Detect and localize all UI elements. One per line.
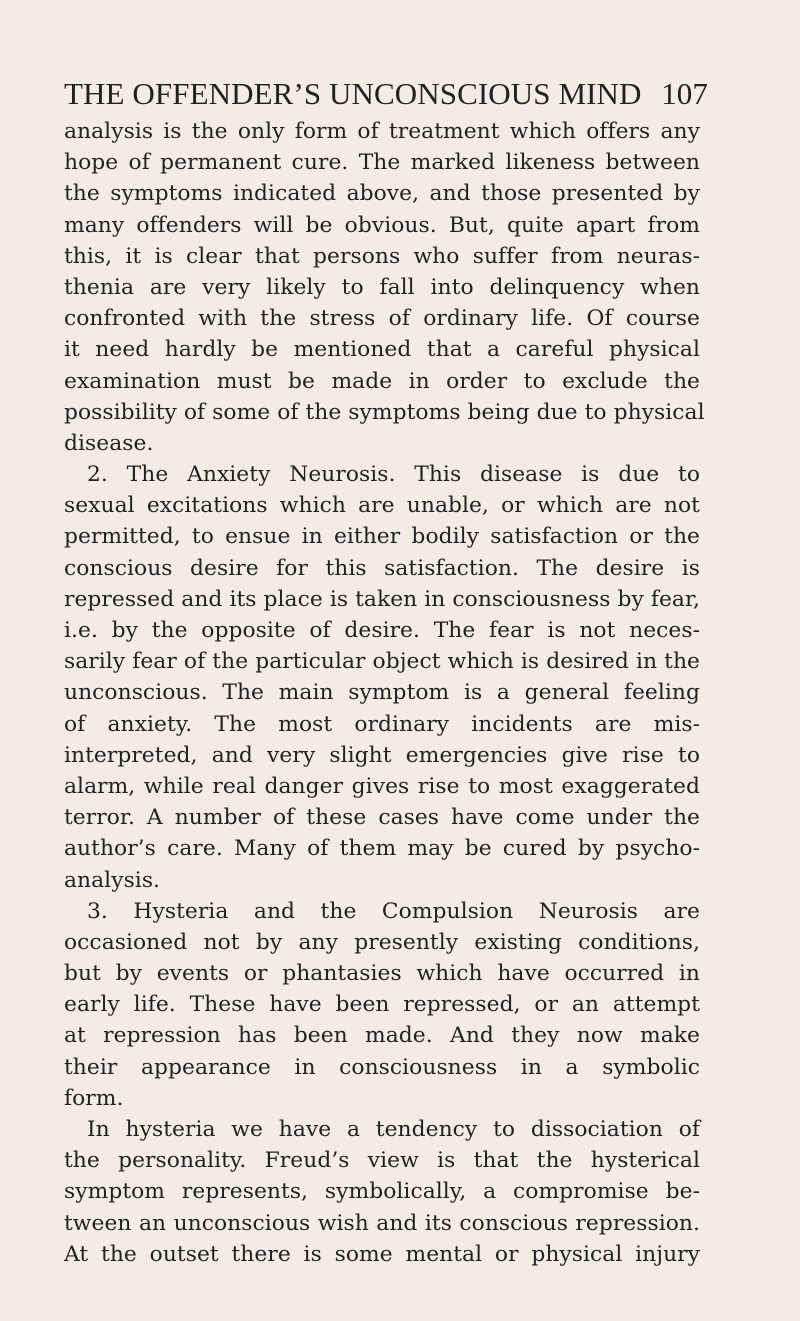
text-line: thenia are very likely to fall into delinquency when xyxy=(64,274,700,300)
text-line: examination must be made in order to exclude the xyxy=(64,368,700,394)
text-line: author’s care. Many of them may be cured by psycho- xyxy=(64,836,700,862)
text-line: sexual excitations which are unable, or which are not xyxy=(64,493,700,519)
body-text xyxy=(64,116,705,1270)
text-line: but by events or phantasies which have occurred in xyxy=(64,961,700,987)
text-line: i.e. by the opposite of desire. The fear is not neces- xyxy=(64,618,700,643)
text-line: tween an unconscious wish and its conscious repression. xyxy=(64,1210,700,1236)
running-head xyxy=(0,76,800,112)
text-line: the personality. Freud’s view is that the hysterical xyxy=(64,1148,700,1174)
page-number: 107 xyxy=(661,76,708,111)
text-line: many offenders will be obvious. But, quite apart from xyxy=(64,212,700,238)
text-line: this, it is clear that persons who suffer from neuras- xyxy=(64,243,700,269)
text-line: unconscious. The main symptom is a general feeling xyxy=(64,680,700,706)
text-line: analysis is the only form of treatment which offers any xyxy=(64,119,700,144)
text-line: conscious desire for this satisfaction. The desire is xyxy=(64,555,700,581)
text-line: occasioned not by any presently existing conditions, xyxy=(64,929,700,955)
text-line: confronted with the stress of ordinary life. Of course xyxy=(64,306,700,332)
text-line: terror. A number of these cases have come under the xyxy=(64,805,700,831)
text-line: at repression has been made. And they now make xyxy=(64,1023,700,1049)
text-line: symptom represents, symbolically, a compromise be- xyxy=(64,1179,700,1205)
paragraph-heading-line: 2. The Anxiety Neurosis. This disease is due to xyxy=(87,462,700,488)
text-line: alarm, while real danger gives rise to most exaggerated xyxy=(64,773,700,799)
paragraph-start-line: In hysteria we have a tendency to dissociation of xyxy=(87,1117,700,1142)
text-line: disease. xyxy=(64,430,154,456)
text-line: the symptoms indicated above, and those presented by xyxy=(64,181,700,207)
text-line: At the outset there is some mental or physical injury xyxy=(64,1241,700,1267)
text-line: early life. These have been repressed, or an attempt xyxy=(64,992,700,1018)
running-title: THE OFFENDER’S UNCONSCIOUS MIND xyxy=(64,76,642,111)
text-line: repressed and its place is taken in consciousness by fear, xyxy=(64,586,700,612)
paragraph-heading-line: 3. Hysteria and the Compulsion Neurosis are xyxy=(87,898,700,924)
text-line: form. xyxy=(64,1085,124,1111)
text-line: possibility of some of the symptoms being due to physical xyxy=(64,399,705,425)
text-line: it need hardly be mentioned that a careful physical xyxy=(64,337,700,363)
text-line: permitted, to ensue in either bodily satisfaction or the xyxy=(64,524,700,550)
text-line: of anxiety. The most ordinary incidents are mis- xyxy=(64,711,700,737)
text-line: sarily fear of the particular object which is desired in the xyxy=(64,649,700,675)
text-line: hope of permanent cure. The marked likeness between xyxy=(64,150,700,176)
text-line: their appearance in consciousness in a symbolic xyxy=(64,1054,700,1080)
text-line: interpreted, and very slight emergencies give rise to xyxy=(64,742,700,768)
text-line: analysis. xyxy=(64,867,161,893)
